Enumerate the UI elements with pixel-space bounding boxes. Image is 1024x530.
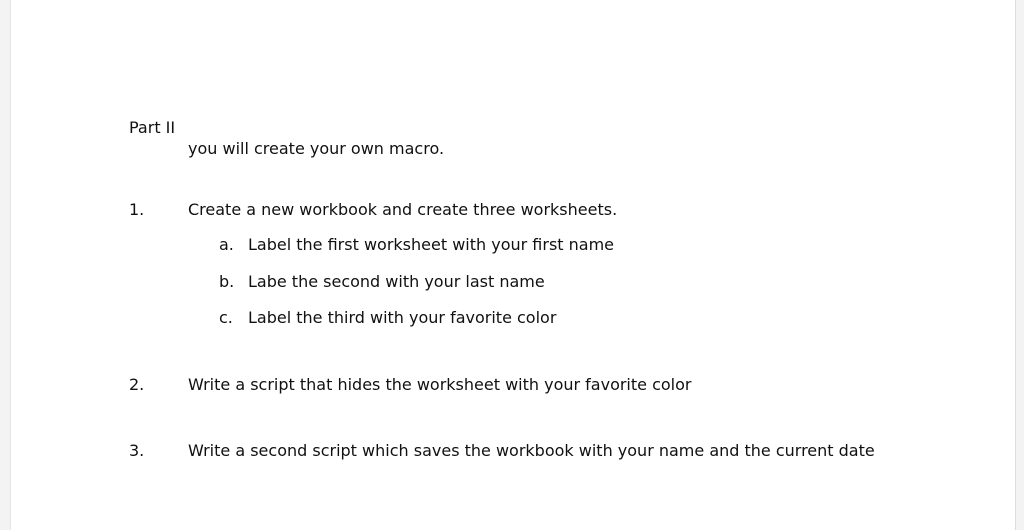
subitem-text-a: Label the first worksheet with your first name (248, 235, 615, 254)
subitem-marker-c: c. (219, 308, 233, 327)
item-number-2: 2. (129, 375, 145, 394)
subitem-marker-b: b. (219, 272, 235, 291)
item-number-3: 3. (129, 441, 145, 460)
item-text-3: Write a second script which saves the workbook with your name and the current date (188, 441, 875, 460)
subitem-marker-a: a. (219, 235, 234, 254)
item-number-1: 1. (129, 200, 145, 219)
subitem-text-c: Label the third with your favorite color (248, 308, 557, 327)
item-text-2: Write a script that hides the worksheet with your favorite color (188, 375, 692, 394)
intro-text: you will create your own macro. (188, 139, 445, 158)
subitem-text-b: Labe the second with your last name (248, 272, 545, 291)
item-text-1: Create a new workbook and create three worksheets. (188, 200, 618, 219)
section-heading: Part II (129, 118, 176, 137)
document-page (10, 0, 1016, 530)
